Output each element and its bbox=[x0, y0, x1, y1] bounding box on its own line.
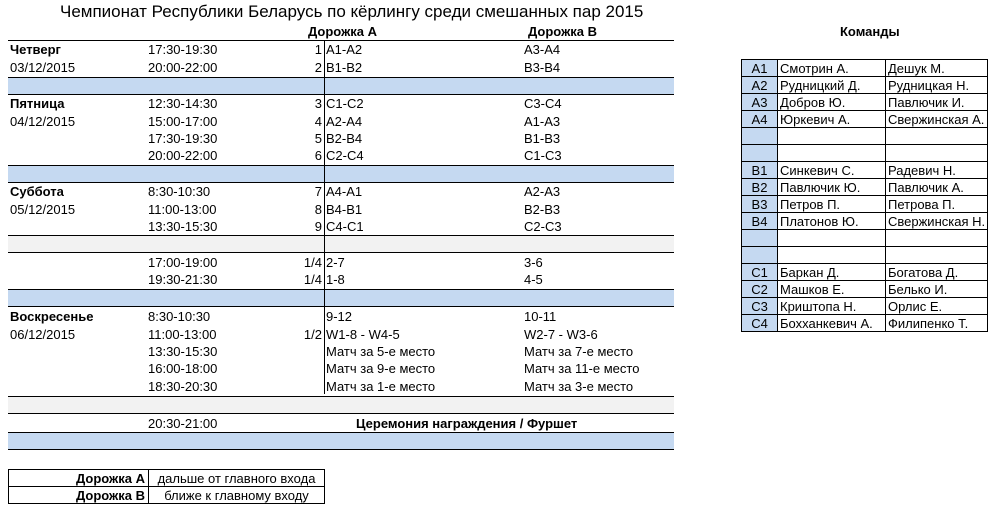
player-2: Радевич Н. bbox=[886, 162, 988, 179]
lane-b-cell: Матч за 3-е место bbox=[524, 379, 634, 394]
lane-b-header: Дорожка В bbox=[528, 24, 598, 39]
schedule-table: Дорожка А Дорожка В Четверг 17:30-19:30 1 A1-A2 A3-A4 03/12/2015 20:00-22:00 2 B1-B2 B3-B4 Пятница 12:30-14:30 3 C1-C2 C3-C4 04/12/2015 15:00-17:00 4 A2-A4 A1-A3 17:30-19:30 5 B2-B4 B1-B3 20:00-22:00 6 C2-C4 C1-C3 Суббота 8:30-10:30 7 A4-A1 A2-A3 05/12/2015 11:00-13:00 8 B4-B1 B2-B3 13:30-15:30 9 C4-C1 C2-C3 17:00-19:00 1/4 2-7 3-6 19:30-21:30 1/4 1-8 4-5 Воскресенье 8:30-10:30 9-12 10-11 06/12/2015 11:00-13:00 1/2 W1-8 - W4-5 W2-7 - W3-6 13:30-15:30 Матч за 5-е место Матч за 7-е место 16:00-18:00 Матч за 9-е место Матч за 11-е место 18:30-20:30 Матч за 1-е место Матч за 3-е место 20:30-21:00 Церемония награждения / Фуршет bbox=[8, 24, 674, 394]
player-1: Баркан Д. bbox=[778, 264, 886, 281]
lane-a-cell: W1-8 - W4-5 bbox=[326, 327, 400, 342]
lane-b-cell: Матч за 11-е место bbox=[524, 361, 640, 376]
team-row bbox=[742, 315, 988, 332]
player-1: Платонов Ю. bbox=[778, 213, 886, 230]
team-code: B2 bbox=[742, 179, 778, 196]
team-code: C4 bbox=[742, 315, 778, 332]
team-row bbox=[742, 60, 988, 77]
time-cell: 15:00-17:00 bbox=[148, 114, 218, 129]
player-2: Филипенко Т. bbox=[886, 315, 988, 332]
lane-b-cell: W2-7 - W3-6 bbox=[524, 327, 598, 342]
draw-cell: 1/4 bbox=[303, 272, 322, 287]
team-code: A4 bbox=[742, 111, 778, 128]
lane-a-cell: Матч за 5-е место bbox=[326, 344, 436, 359]
player-2 bbox=[886, 247, 988, 264]
player-1 bbox=[778, 128, 886, 145]
player-2: Орлис Е. bbox=[886, 298, 988, 315]
legend-value: ближе к главному входу bbox=[149, 487, 325, 504]
lane-b-cell: C1-C3 bbox=[524, 148, 562, 163]
team-row bbox=[742, 196, 988, 213]
lane-b-cell: B3-B4 bbox=[524, 60, 561, 75]
player-1: Смотрин А. bbox=[778, 60, 886, 77]
team-code bbox=[742, 247, 778, 264]
player-2: Рудницкая Н. bbox=[886, 77, 988, 94]
ceremony-label: Церемония награждения / Фуршет bbox=[356, 416, 578, 431]
separator-band bbox=[8, 78, 674, 94]
day-label: Воскресенье bbox=[10, 309, 94, 324]
time-cell: 17:30-19:30 bbox=[148, 131, 218, 146]
team-row bbox=[742, 77, 988, 94]
lane-b-cell: 3-6 bbox=[524, 255, 543, 270]
player-2 bbox=[886, 230, 988, 247]
player-2: Дешук М. bbox=[886, 60, 988, 77]
team-row bbox=[742, 281, 988, 298]
team-code: A2 bbox=[742, 77, 778, 94]
time-cell: 17:00-19:00 bbox=[148, 255, 218, 270]
team-code: A3 bbox=[742, 94, 778, 111]
team-code: A1 bbox=[742, 60, 778, 77]
team-code: B4 bbox=[742, 213, 778, 230]
time-cell: 12:30-14:30 bbox=[148, 96, 218, 111]
draw-cell: 6 bbox=[314, 148, 322, 163]
time-cell: 11:00-13:00 bbox=[148, 327, 217, 342]
team-row bbox=[742, 247, 988, 264]
player-1: Добров Ю. bbox=[778, 94, 886, 111]
team-code: B3 bbox=[742, 196, 778, 213]
team-row bbox=[742, 179, 988, 196]
day-label: Пятница bbox=[10, 96, 65, 111]
team-code: C2 bbox=[742, 281, 778, 298]
date-label: 05/12/2015 bbox=[10, 202, 76, 217]
lane-b-cell: A2-A3 bbox=[524, 184, 561, 199]
lane-b-cell: C3-C4 bbox=[524, 96, 562, 111]
team-row bbox=[742, 298, 988, 315]
player-2 bbox=[886, 128, 988, 145]
legend-key: Дорожка А bbox=[9, 470, 149, 487]
lane-a-cell: 1-8 bbox=[326, 272, 345, 287]
lane-b-cell: Матч за 7-е место bbox=[524, 344, 634, 359]
lane-a-cell: B4-B1 bbox=[326, 202, 363, 217]
lane-a-cell: C2-C4 bbox=[326, 148, 364, 163]
day-label: Четверг bbox=[10, 42, 61, 57]
player-1: Синкевич С. bbox=[778, 162, 886, 179]
separator-band bbox=[8, 290, 674, 306]
player-1: Бохханкевич А. bbox=[778, 315, 886, 332]
team-code: B1 bbox=[742, 162, 778, 179]
team-code: C3 bbox=[742, 298, 778, 315]
lane-legend bbox=[8, 469, 325, 504]
lane-a-cell: B2-B4 bbox=[326, 131, 363, 146]
player-2: Свержинская А. bbox=[886, 111, 988, 128]
player-2: Свержинская Н. bbox=[886, 213, 988, 230]
team-row bbox=[742, 213, 988, 230]
lane-b-cell: 4-5 bbox=[524, 272, 543, 287]
draw-cell: 5 bbox=[314, 131, 322, 146]
team-row bbox=[742, 230, 988, 247]
legend-value: дальше от главного входа bbox=[149, 470, 325, 487]
lane-a-cell: 2-7 bbox=[326, 255, 345, 270]
day-label: Суббота bbox=[10, 184, 64, 199]
team-code bbox=[742, 145, 778, 162]
player-2: Богатова Д. bbox=[886, 264, 988, 281]
draw-cell: 9 bbox=[314, 219, 322, 234]
lane-a-cell: 9-12 bbox=[326, 309, 353, 324]
draw-cell: 1/2 bbox=[303, 327, 322, 342]
team-row bbox=[742, 94, 988, 111]
player-1: Павлючик Ю. bbox=[778, 179, 886, 196]
draw-cell: 7 bbox=[314, 184, 322, 199]
draw-cell: 8 bbox=[314, 202, 322, 217]
page-title: Чемпионат Республики Беларусь по кёрлингу среди смешанных пар 2015 bbox=[60, 2, 644, 21]
separator-band bbox=[8, 166, 674, 182]
lane-a-cell: A2-A4 bbox=[326, 114, 363, 129]
legend-row bbox=[9, 470, 325, 487]
lane-b-cell: C2-C3 bbox=[524, 219, 562, 234]
lane-a-cell: C4-C1 bbox=[326, 219, 364, 234]
team-row bbox=[742, 128, 988, 145]
lane-b-cell: A3-A4 bbox=[524, 42, 561, 57]
player-1: Машков Е. bbox=[778, 281, 886, 298]
time-cell: 16:00-18:00 bbox=[148, 361, 218, 376]
time-cell: 20:00-22:00 bbox=[148, 60, 218, 75]
player-2: Петрова П. bbox=[886, 196, 988, 213]
draw-cell: 4 bbox=[314, 114, 322, 129]
team-code: C1 bbox=[742, 264, 778, 281]
player-2: Белько И. bbox=[886, 281, 988, 298]
ceremony-time: 20:30-21:00 bbox=[148, 416, 218, 431]
draw-cell: 1 bbox=[314, 42, 322, 57]
player-1: Юркевич А. bbox=[778, 111, 886, 128]
player-1 bbox=[778, 145, 886, 162]
time-cell: 8:30-10:30 bbox=[148, 309, 211, 324]
legend-row bbox=[9, 487, 325, 504]
lane-b-cell: B1-B3 bbox=[524, 131, 561, 146]
lane-a-cell: Матч за 9-е место bbox=[326, 361, 436, 376]
time-cell: 13:30-15:30 bbox=[148, 344, 218, 359]
player-1: Рудницкий Д. bbox=[778, 77, 886, 94]
time-cell: 8:30-10:30 bbox=[148, 184, 211, 199]
lane-b-cell: B2-B3 bbox=[524, 202, 561, 217]
player-1 bbox=[778, 230, 886, 247]
lane-a-cell: Матч за 1-е место bbox=[326, 379, 436, 394]
separator-band bbox=[8, 397, 674, 413]
team-row bbox=[742, 145, 988, 162]
time-cell: 11:00-13:00 bbox=[148, 202, 217, 217]
team-row bbox=[742, 264, 988, 281]
team-row bbox=[742, 162, 988, 179]
time-cell: 13:30-15:30 bbox=[148, 219, 218, 234]
lane-b-cell: 10-11 bbox=[524, 309, 557, 324]
separator-band bbox=[8, 236, 674, 252]
time-cell: 19:30-21:30 bbox=[148, 272, 218, 287]
legend-key: Дорожка В bbox=[9, 487, 149, 504]
lane-a-cell: A4-A1 bbox=[326, 184, 363, 199]
lane-b-cell: A1-A3 bbox=[524, 114, 561, 129]
lane-a-cell: C1-C2 bbox=[326, 96, 364, 111]
player-2: Павлючик И. bbox=[886, 94, 988, 111]
teams-table bbox=[741, 59, 988, 332]
player-1: Петров П. bbox=[778, 196, 886, 213]
draw-cell: 1/4 bbox=[303, 255, 322, 270]
team-code bbox=[742, 230, 778, 247]
lane-a-cell: A1-A2 bbox=[326, 42, 363, 57]
date-label: 06/12/2015 bbox=[10, 327, 76, 342]
teams-title: Команды bbox=[840, 24, 900, 39]
lane-a-cell: B1-B2 bbox=[326, 60, 363, 75]
player-1: Криштопа Н. bbox=[778, 298, 886, 315]
player-1 bbox=[778, 247, 886, 264]
separator-band bbox=[8, 433, 674, 449]
time-cell: 18:30-20:30 bbox=[148, 379, 218, 394]
date-label: 04/12/2015 bbox=[10, 114, 76, 129]
draw-cell: 2 bbox=[314, 60, 322, 75]
team-row bbox=[742, 111, 988, 128]
player-2 bbox=[886, 145, 988, 162]
time-cell: 17:30-19:30 bbox=[148, 42, 218, 57]
time-cell: 20:00-22:00 bbox=[148, 148, 218, 163]
draw-cell: 3 bbox=[314, 96, 322, 111]
date-label: 03/12/2015 bbox=[10, 60, 76, 75]
player-2: Павлючик А. bbox=[886, 179, 988, 196]
team-code bbox=[742, 128, 778, 145]
